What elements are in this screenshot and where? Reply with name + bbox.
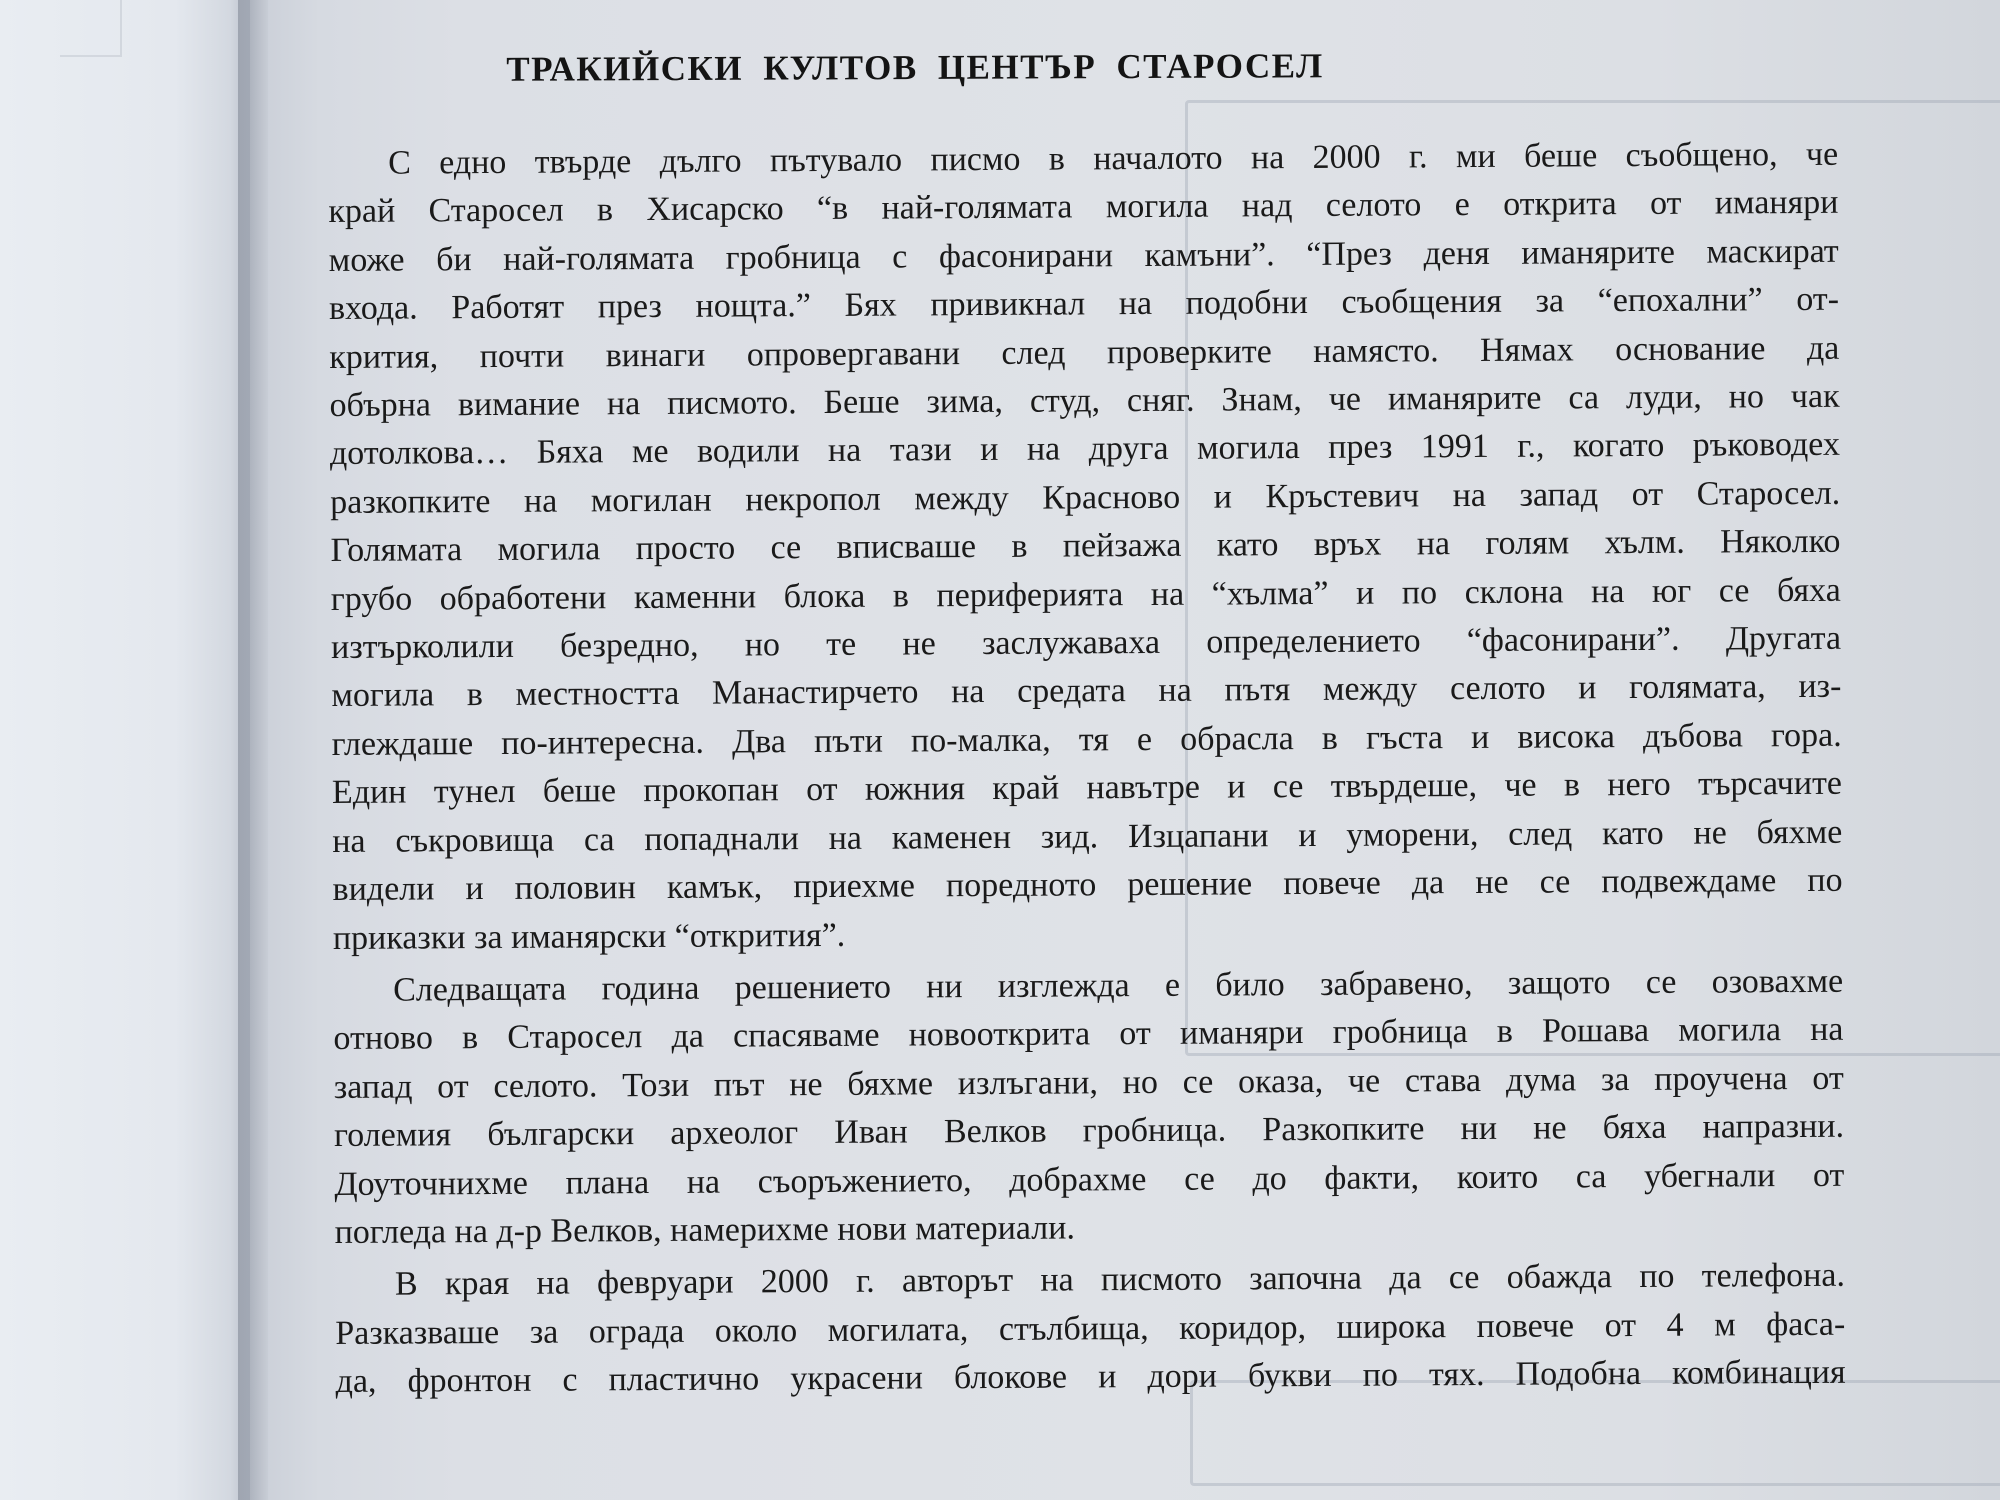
text-line: на съкровища са попаднали на каменен зид. Изцапани и уморени, след като не бяхме: [332, 813, 1843, 860]
text-line: С едно твърде дълго пътувало писмо в началото на 2000 г. ми беше съобщено, че: [388, 135, 1839, 182]
text-line: може би най-голямата гробница с фасонирани камъни”. “През деня иманярите маскират: [328, 232, 1839, 279]
text-line: отново в Старосел да спасяваме новооткрита от иманяри гробница в Рошава могила на: [333, 1011, 1844, 1058]
left-page-mark: [60, 0, 122, 57]
book-gutter: [238, 0, 268, 1500]
text-line: глеждаше по-интересна. Два пъти по-малка, тя е обрасла в гъста и висока дъбова гора.: [331, 716, 1842, 763]
text-line: В края на февруари 2000 г. авторът на писмото започна да се обажда по телефона.: [394, 1257, 1846, 1303]
text-line: край Старосел в Хисарско “в най-голямата могила над селото е открита от иманяри: [328, 184, 1839, 231]
text-line: видели и половин камък, приехме поредното решение повече да не се подвеждаме по: [332, 861, 1843, 909]
text-line: крития, почти винаги опровергавани след проверките намясто. Нямах основание да: [329, 329, 1840, 376]
text-line: Един тунел беше прокопан от южния край навътре и се твърдеше, че в него търсачите: [331, 765, 1843, 812]
text-line: грубо обработени каменни блока в периферията на “хълма” и по склона на юг се бяха: [330, 571, 1841, 618]
text-line: могила в местността Манастирчето на средата на пътя между селото и голямата, из-: [331, 668, 1842, 715]
text-line: дотолкова… Бяха ме водили на тази и на друга могила през 1991 г., когато ръководех: [329, 426, 1841, 473]
text-line: разкопките на могилан некропол между Красново и Кръстевич на запад от Старосел.: [330, 474, 1841, 521]
body-text: [328, 131, 1846, 1407]
text-line: да, фронтон с пластично украсени блокове и дори букви по тях. Подобна комбинация: [335, 1353, 1846, 1401]
text-line: Разказваше за ограда около могилата, стълбища, коридор, широка повече от 4 м фаса-: [335, 1305, 1846, 1352]
left-page-edge: [0, 0, 250, 1500]
text-line: запад от селото. Този път не бяхме излъгани, но се оказа, че става дума за проучена от: [333, 1059, 1844, 1106]
text-line: големия български археолог Иван Велков гробница. Разкопките ни не бяха напразни.: [333, 1107, 1845, 1155]
text-line: обърна вимание на писмото. Беше зима, студ, сняг. Знам, че иманярите са луди, но чак: [329, 377, 1840, 425]
text-line: приказки за иманярски “открития”.: [332, 916, 846, 957]
text-line: изтърколили безредно, но те не заслужаваха определението “фасонирани”. Другата: [330, 619, 1842, 667]
text-line: Голямата могила просто се вписваше в пейзажа като връх на голям хълм. Няколко: [330, 523, 1841, 570]
page-title: ТРАКИЙСКИ КУЛТОВ ЦЕНТЪР СТАРОСЕЛ: [506, 46, 1324, 89]
text-line: Следващата година решението ни изглежда е било забравено, защото се озовахме: [393, 962, 1844, 1009]
text-line: погледа на д-р Велков, намерихме нови материали.: [334, 1209, 1076, 1251]
text-line: входа. Работят през нощта.” Бях привикнал на подобни съобщения за “епохални” от-: [328, 280, 1840, 328]
text-line: Доуточнихме плана на съоръжението, добрахме се до факти, които са убегнали от: [334, 1156, 1845, 1203]
